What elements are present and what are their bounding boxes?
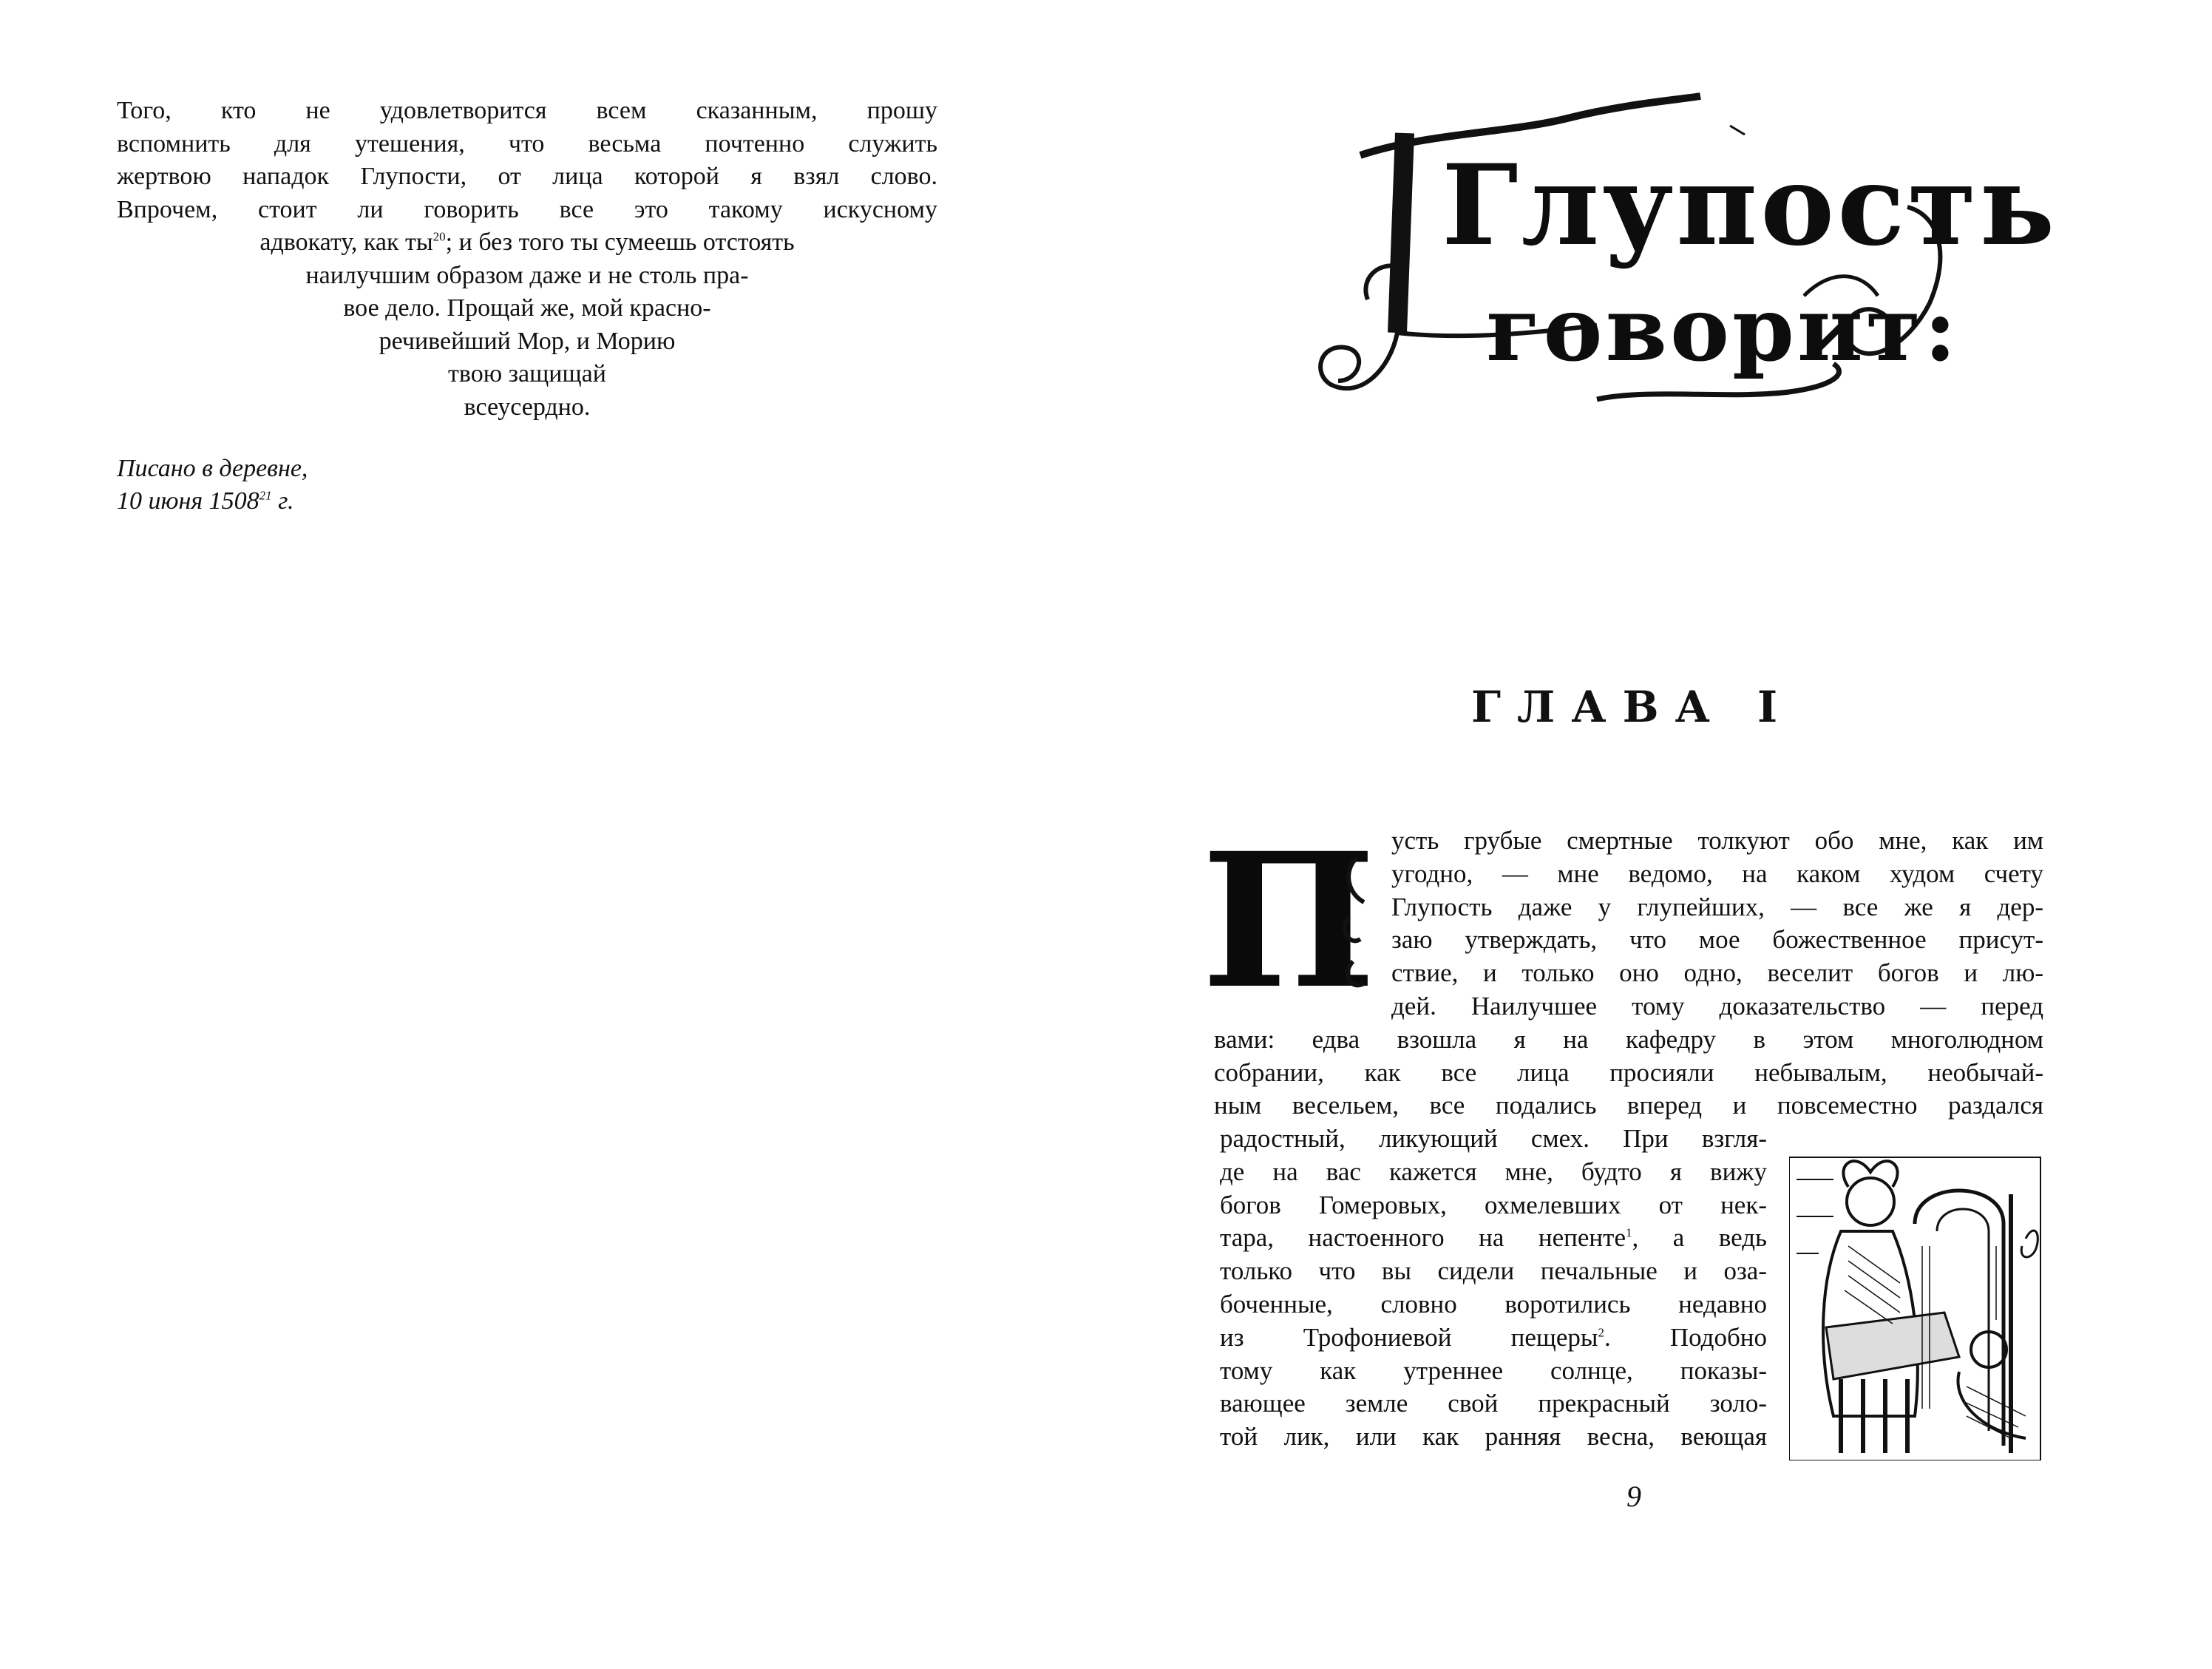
letter-line: Впрочем, стоит ли говорить все это такому искусному [117,195,937,223]
text-span: , а ведь [1632,1223,1767,1253]
footnote-ref: 21 [259,488,272,503]
text-line: де на вас кажется мне, будто я вижу [1220,1157,1767,1186]
text-line [1220,1222,1767,1255]
text-line: вами: едва взошла я на кафедру в этом многолюдном [1214,1024,2043,1054]
letter-line: твою защищай [448,360,606,387]
chapter-heading: ГЛАВА I [1471,682,1794,732]
letter-line: вспомнить для утешения, что весьма почтенно служить [117,129,937,158]
letter-text: ; и без того ты сумеешь отстоять [445,228,795,256]
letter-line: Того, кто не удовлетворится всем сказанным, прошу [117,97,937,124]
footnote-ref: 20 [432,229,446,244]
letter-text: адвокату, как ты [259,228,433,256]
signature-place: Писано в деревне, [117,455,308,482]
text-line: заю утверждать, что мое божественное присут- [1391,925,2043,955]
footnote-ref: 2 [1598,1325,1604,1340]
chapter-text [1214,825,2043,1123]
text-line: усть грубые смертные толкуют обо мне, как им [1391,826,2043,855]
dedication-letter [117,95,937,424]
text-span: . Подобно [1604,1322,1767,1352]
text-line: только что вы сидели печальные и оза- [1220,1256,1767,1286]
title-line-2: говорит: [1486,277,1960,382]
signature-date-end: г. [271,487,294,515]
signature-date [117,485,308,518]
text-line [1220,1321,1767,1355]
text-line: радостный, ликующий смех. При взгля- [1220,1124,1767,1153]
chapter-text-narrow [1220,1123,1767,1454]
letter-line [117,226,937,260]
text-line: тому как утреннее солнце, показы- [1220,1355,1767,1385]
letter-signature [117,453,308,518]
text-line: ным весельем, все подались вперед и повсеместно раздался [1214,1091,2043,1120]
text-line: Глупость даже у глупейших, — все же я дер- [1391,892,2043,921]
text-line: богов Гомеровых, охмелевших от нек- [1220,1190,1767,1219]
letter-line: жертвою нападок Глупости, от лица которой я взял слово. [117,163,937,190]
letter-line: речивейший Мор, и Морию [379,327,676,355]
letter-line: вое дело. Прощай же, мой красно- [343,294,711,322]
footnote-ref: 1 [1626,1225,1632,1240]
text-line: вающее земле свой прекрасный золо- [1220,1389,1767,1418]
text-span: из Трофониевой пещеры [1220,1322,1598,1352]
text-line: угодно, — мне ведомо, на каком худом счету [1391,859,2043,888]
letter-line: наилучшим образом даже и не столь пра- [305,261,749,289]
signature-date-text: 10 июня 1508 [117,487,259,515]
dropcap-letter: П [1201,812,1377,1029]
woodcut-illustration [1789,1135,2043,1460]
letter-line: всеусердно. [464,393,591,421]
text-line: той лик, или как ранняя весна, веющая [1220,1422,1767,1452]
text-span: тара, настоенного на непенте [1220,1223,1626,1253]
page-number: 9 [1626,1480,1641,1513]
text-line: собрании, как все лица просияли небывалым, необычай- [1214,1057,2043,1087]
text-line: дей. Наилучшее тому доказательство — перед [1391,991,2043,1020]
text-line: ствие, и только оно одно, веселит богов и лю- [1391,958,2043,988]
text-line: боченные, словно воротились недавно [1220,1289,1767,1318]
decorative-title [1316,89,2058,436]
title-line-1: Глупость [1442,141,2058,271]
